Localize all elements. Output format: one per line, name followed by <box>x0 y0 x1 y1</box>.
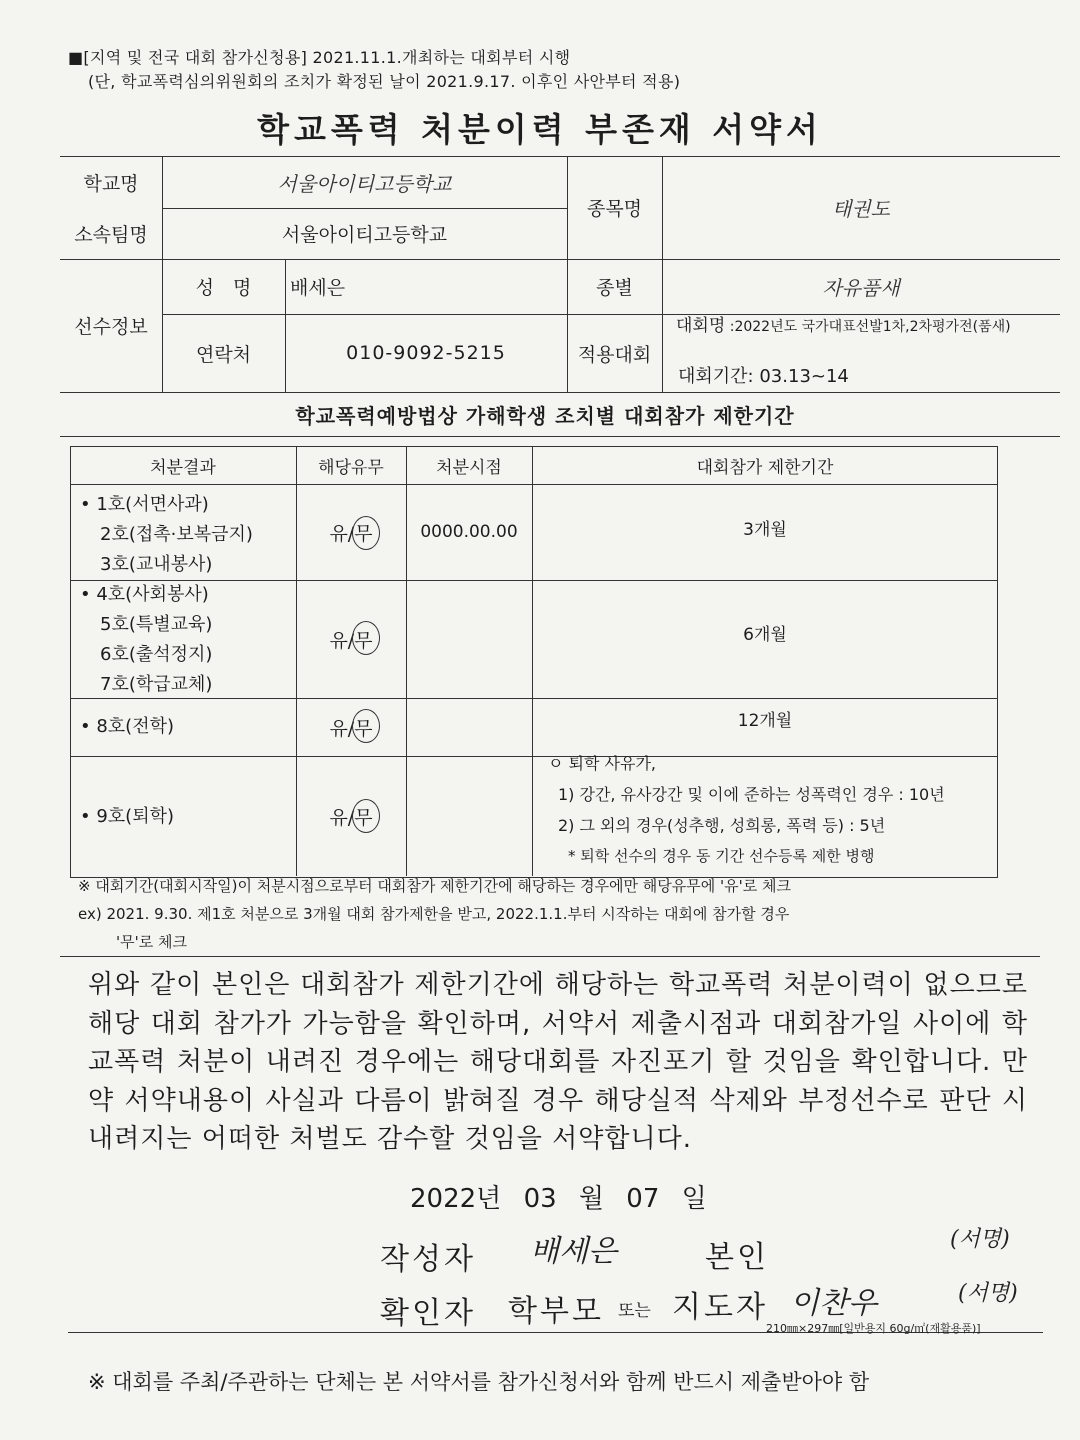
row2-items <box>80 580 212 700</box>
player-info-label: 선수정보 <box>74 316 148 338</box>
row1-date: 0000.00.00 <box>420 522 518 542</box>
parent-label: 학부모 <box>508 1294 604 1329</box>
team-label: 소속팀명 <box>74 224 148 246</box>
section-title: 학교폭력예방법상 가해학생 조치별 대회참가 제한기간 <box>295 404 795 428</box>
name-value: 배세은 <box>290 277 346 299</box>
team-value: 서울아이티고등학교 <box>281 224 448 246</box>
row2-item2: 5호(특별교육) <box>100 614 213 635</box>
row3-period: 12개월 <box>737 710 793 731</box>
row4-period <box>548 748 993 872</box>
row3-items <box>80 712 174 742</box>
or-label: 또는 <box>618 1301 651 1321</box>
row4-yn: 유/무 <box>329 806 373 829</box>
row4-period-line4: * 퇴학 선수의 경우 동 기간 선수등록 제한 병행 <box>568 847 875 865</box>
check-mark <box>352 621 380 655</box>
sport-value: 태권도 <box>832 197 890 221</box>
writer-name: 배세은 <box>530 1234 617 1269</box>
row2-period: 6개월 <box>743 624 787 645</box>
row1-items <box>80 490 253 580</box>
row1-item3: 3호(교내봉사) <box>100 554 213 575</box>
row2-item1: • 4호(사회봉사) <box>80 584 209 605</box>
row4-period-line1: ㅇ 퇴학 사유가, <box>548 754 656 773</box>
row4-period-line3: 2) 그 외의 경우(성추행, 성희롱, 폭력 등) : 5년 <box>558 816 886 835</box>
row3-yn: 유/무 <box>329 717 373 740</box>
row4-items <box>80 802 174 832</box>
coach-label: 지도자 <box>672 1290 768 1325</box>
row1-period: 3개월 <box>743 519 787 540</box>
header-period: 대회참가 제한기간 <box>696 457 834 478</box>
event-value: 자유품새 <box>822 276 900 300</box>
self-label: 본인 <box>705 1240 769 1275</box>
date-month: 03 월 <box>523 1184 605 1214</box>
row2-yn: 유/무 <box>329 629 373 652</box>
row3-item1: • 8호(전학) <box>80 716 174 737</box>
footnote-line2: ex) 2021. 9.30. 제1호 처분으로 3개월 대회 참가제한을 받고, 2022.1.1.부터 시작하는 대회에 참가할 경우 <box>78 905 790 923</box>
contact-label: 연락처 <box>195 343 252 366</box>
footnote-line3: '무'로 체크 <box>116 933 187 951</box>
row2-item4: 7호(학급교체) <box>100 674 213 695</box>
confirmer-label: 확인자 <box>380 1296 476 1331</box>
name-label: 성 명 <box>195 277 252 299</box>
school-label: 학교명 <box>83 172 139 195</box>
row4-period-line2: 1) 강간, 유사강간 및 이에 준하는 성폭력인 경우 : 10년 <box>558 785 945 804</box>
applied-competition-label: 적용대회 <box>577 343 652 366</box>
competition-period <box>678 362 849 388</box>
check-mark <box>352 799 380 833</box>
competition-name <box>676 316 1050 337</box>
writer-label: 작성자 <box>380 1242 476 1277</box>
competition-name-value: :2022년도 국가대표선발1차,2차평가전(품새) <box>729 319 1011 335</box>
row1-item1: • 1호(서면사과) <box>80 494 209 515</box>
header-date: 처분시점 <box>436 457 502 478</box>
header-result: 처분결과 <box>150 457 216 478</box>
paper-spec: 210㎜×297㎜[일반용지 60g/㎡(재활용품)] <box>766 1322 981 1335</box>
bottom-note: ※ 대회를 주최/주관하는 단체는 본 서약서를 참가신청서와 함께 반드시 제출받아야 함 <box>88 1370 870 1394</box>
competition-period-value: 03.13~14 <box>759 366 849 387</box>
row1-item2: 2호(접촉·보복금지) <box>100 524 253 545</box>
check-mark <box>352 516 380 550</box>
header-yn: 해당유무 <box>318 457 384 478</box>
competition-period-label: 대회기간: <box>678 366 754 387</box>
document-title: 학교폭력 처분이력 부존재 서약서 <box>257 110 823 149</box>
competition-name-label: 대회명 <box>676 316 726 336</box>
sign-mark-1: (서명) <box>950 1227 1010 1252</box>
header-note <box>68 46 680 94</box>
row1-yn: 유/무 <box>329 522 373 545</box>
pledge-text: 위와 같이 본인은 대회참가 제한기간에 해당하는 학교폭력 처분이력이 없으므로 해당 대회 참가가 가능함을 확인하며, 서약서 제출시점과 대회참가일 사이에 학교폭력 처분이 내려진 경우에는 해당대회를 자진포기 할 것임을 확인합니다. 만약 서약내용이 사실과 다름이 밝혀질 경우 해당실적 삭제와 부정선수로 판단 시 내려지는 어떠한 처벌도 감수할 것임을 서약합니다. <box>88 970 1028 1154</box>
contact-value: 010-9092-5215 <box>346 342 506 364</box>
header-note-line2: (단, 학교폭력심의위원회의 조치가 확정된 날이 2021.9.17. 이후인 사안부터 적용) <box>88 72 681 91</box>
school-value: 서울아이티고등학교 <box>277 171 452 196</box>
row4-item1: • 9호(퇴학) <box>80 806 174 827</box>
date-day: 07 일 <box>626 1184 707 1214</box>
pledge-date <box>410 1178 707 1215</box>
header-note-line1: ■[지역 및 전국 대회 참가신청용] 2021.11.1.개최하는 대회부터 시행 <box>68 48 571 67</box>
footnote-line1: ※ 대회기간(대회시작일)이 처분시점으로부터 대회참가 제한기간에 해당하는 경우에만 해당유무에 '유'로 체크 <box>78 877 791 895</box>
date-year: 2022년 <box>410 1184 502 1214</box>
sign-mark-2: (서명) <box>958 1281 1018 1306</box>
row2-item3: 6호(출석정지) <box>100 644 213 665</box>
event-label: 종별 <box>596 277 633 299</box>
sport-label: 종목명 <box>586 198 643 220</box>
check-mark <box>352 709 380 743</box>
coach-name: 이찬우 <box>790 1286 877 1321</box>
footnote <box>78 872 1048 956</box>
